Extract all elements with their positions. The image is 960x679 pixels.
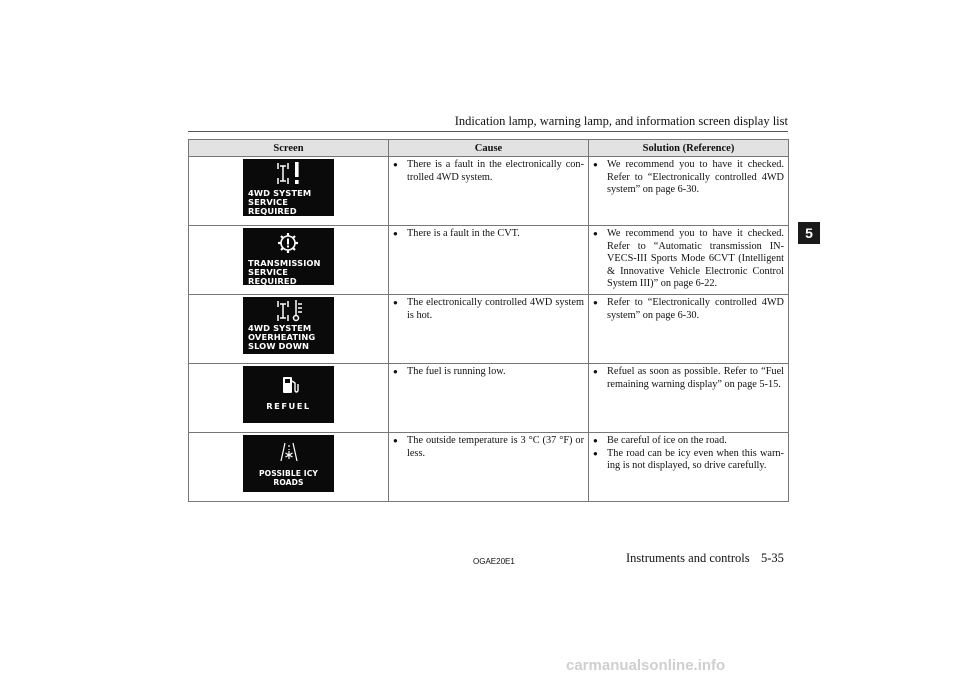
screen-text-line: 4WD SYSTEM [248,188,312,198]
bullet-icon: ● [593,436,598,445]
4wd-temperature-icon [275,299,305,322]
cause-item: ● There is a fault in the CVT. [393,228,520,239]
screen-text-line: 4WD SYSTEM [248,323,312,333]
screen-cell [189,157,389,226]
page-number: 5-35 [761,551,784,565]
screen-text-line: TRANSMISSION [248,258,321,268]
column-header-screen: Screen [189,140,389,157]
solution-cell [589,295,789,364]
bullet-icon: ● [393,436,398,445]
bullet-icon: ● [593,229,598,238]
bullet-icon: ● [393,229,398,238]
bullet-icon: ● [393,298,398,307]
screen-display [243,297,334,354]
screen-text-line: REFUEL [266,401,311,411]
bullet-icon: ● [593,160,598,169]
bullet-icon: ● [393,160,398,169]
column-header-cause: Cause [389,140,589,157]
cause-item: ● There is a fault in the electronically con-trolled 4WD system. [393,159,584,183]
4wd-warning-icon [275,161,305,186]
screen-text-line: OVERHEATING [248,332,316,342]
table-row [189,364,789,433]
table-row [189,433,789,502]
display-list-table [188,139,789,502]
solution-cell [589,157,789,226]
icy-road-icon [278,441,300,463]
cause-item: ● The outside temperature is 3 °C (37 °F) or less. [393,435,584,459]
screen-display [243,366,334,423]
bullet-icon: ● [393,367,398,376]
fuel-pump-icon [281,375,299,395]
solution-item: ● Be careful of ice on the road. [593,435,727,446]
cause-cell [389,226,589,295]
screen-text-line: SLOW DOWN [248,341,309,351]
solution-item: ● Refer to “Electronically controlled 4WD system” on page 6-30. [593,297,784,321]
bullet-icon: ● [593,448,598,458]
screen-text-line: SERVICE REQUIRED [248,197,297,216]
cause-cell [389,157,589,226]
bullet-icon: ● [593,367,598,376]
solution-cell [589,364,789,433]
screen-cell [189,433,389,502]
solution-item: ● The road can be icy even when this warn-ing is not displayed, so drive carefully. [593,447,784,472]
screen-display [243,159,334,216]
cause-item: ● The fuel is running low. [393,366,506,377]
screen-display [243,228,334,285]
running-header: Indication lamp, warning lamp, and information screen display list [454,114,788,128]
screen-text-line: SERVICE REQUIRED [248,267,297,285]
solution-cell [589,433,789,502]
bullet-icon: ● [593,298,598,307]
solution-cell [589,226,789,295]
screen-cell [189,226,389,295]
chapter-tab: 5 [798,222,820,244]
table-header-row [189,140,789,157]
solution-item: ● We recommend you to have it checked. Refer to “Electronically controlled 4WD system” on page 6-30. [593,159,784,196]
cause-cell [389,364,589,433]
table-row [189,226,789,295]
table-row [189,295,789,364]
table-row [189,157,789,226]
cause-item: ● The electronically controlled 4WD system is hot. [393,297,584,321]
cause-cell [389,295,589,364]
solution-item: ● We recommend you to have it checked. Refer to “Automatic transmission IN-VECS-III Sports Mode 6CVT (Intelligent & Innovative Vehicle Electronic Control System III)” on page 6-22. [593,228,784,290]
footer-section-title: Instruments and controls [626,551,750,565]
cause-cell [389,433,589,502]
screen-display [243,435,334,492]
transmission-warning-icon [277,232,299,254]
screen-text-line: POSSIBLE ICY ROADS [259,469,318,487]
screen-cell [189,364,389,433]
watermark: carmanualsonline.info [566,657,726,674]
screen-cell [189,295,389,364]
solution-item: ● Refuel as soon as possible. Refer to “Fuel remaining warning display” on page 5-15. [593,366,784,390]
document-code: OGAE20E1 [473,557,515,566]
header-rule [188,131,788,132]
column-header-solution: Solution (Reference) [589,140,789,157]
